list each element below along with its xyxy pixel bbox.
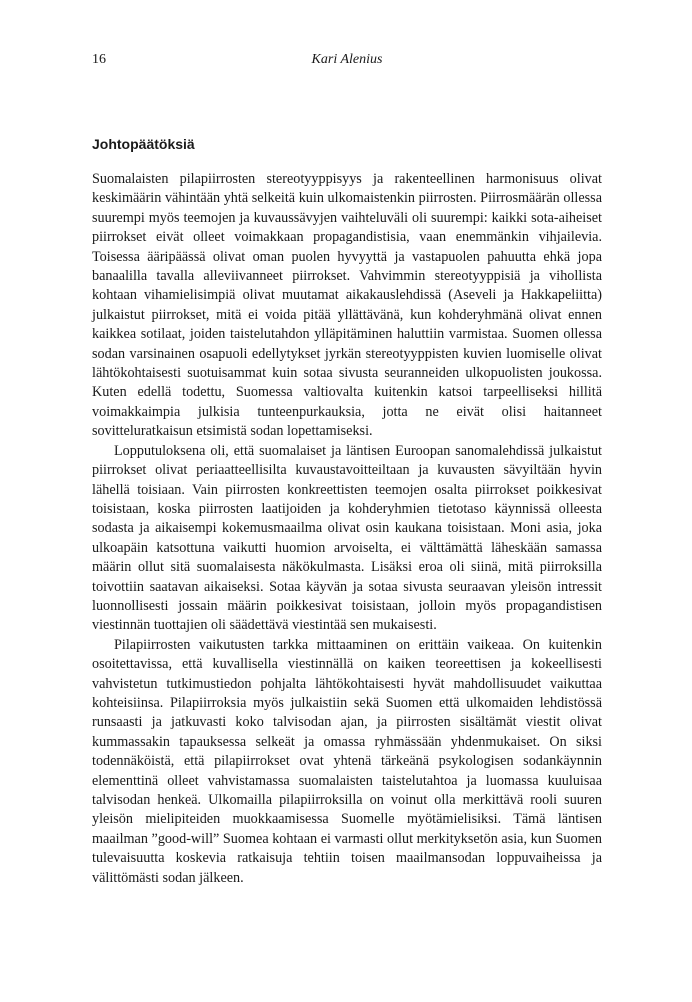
running-head-author: Kari Alenius: [311, 52, 383, 67]
page-header: [92, 52, 602, 72]
page-number: 16: [92, 52, 106, 67]
paragraph: Suomalaisten pilapiirrosten stereotyyppisyys ja rakenteellinen harmonisuus olivat keskimäärin vähintään yhtä selkeitä kuin ulkomaistenkin piirrosten. Piirrosmäärän ollessa suurempi myös teemojen ja kuvaussävyjen vaihteluväli oli suurempi: kaikki sota-aiheiset piirrokset eivät olleet voimakkaan propagandistisia, vaan enemmänkin vihjailevia. Toisessa ääripäässä olivat oman puolen hyvyyttä ja vastapuolen pahuutta ehkä jopa banaalilla tavalla alleviivanneet piirrokset. Vahvimmin stereotyyppisiä ja vihollista kohtaan vihamielisimpiä olivat muutamat aikakauslehdissä (Aseveli ja Hakkapeliitta) julkaistut piirrokset, mitä ei voida pitää yllättävänä, kun kohderyhmänä olivat ennen kaikkea sotilaat, joiden taistelutahdon ylläpitäminen haluttiin varmistaa. Suomen ollessa sodan varsinainen osapuoli edellytykset jyrkän stereotyyppisten kuvien luomiselle olivat lähtökohtaisesti suotuisammat kuin sotaa sivusta seuranneiden ulkopuolisten joukossa. Kuten edellä todettu, Suomessa valtiovalta kuitenkin katsoi tarpeelliseksi hillitä voimakkaimpia julkisia tunteenpurkauksia, jotta ne eivät olisi haitanneet sovitteluratkaisun etsimistä sodan lopettamiseksi.: [92, 171, 602, 440]
paragraph: Pilapiirrosten vaikutusten tarkka mittaaminen on erittäin vaikeaa. On kuitenkin osoitettavissa, että kuvallisella viestinnällä on kaiken teoreettisen ja kokeellisesti vahvistetun tutkimustiedon pohjalta lähtökohtaisesti hyvät mahdollisuudet vaikuttaa kohteisiinsa. Pilapiirroksia myös julkaistiin sekä Suomen että ulkomaiden lehdistössä runsaasti ja jatkuvasti koko talvisodan ajan, ja piirrosten sisältämät viestit olivat kummassakin tapauksessa selkeät ja omassa ryhmässään yhdenmukaiset. On siksi todennäköistä, että pilapiirrokset ovat yhtenä tärkeänä psykologisen sodankäynnin elementtinä olleet vahvistamassa suomalaisten taistelutahtoa ja luomassa kuuluisaa talvisodan henkeä. Ulkomailla pilapiirroksilla on voinut olla merkittävä rooli suuren yleisön mielipiteiden muokkaamisessa Suomelle myötämielisiksi. Tämä läntisen maailman ”good-will” Suomea kohtaan ei varmasti ollut merkityksetön asia, kun Suomen tulevaisuutta koskevia ratkaisuja tehtiin toisen maailmansodan loppuvaiheissa ja välittömästi sodan jälkeen.: [92, 636, 602, 886]
section-heading: Johtopäätöksiä: [92, 136, 195, 152]
paragraph: Lopputuloksena oli, että suomalaiset ja läntisen Euroopan sanomalehdissä julkaistut piirrokset olivat periaatteellisilta kuvaustavoitteiltaan ja kuvausten sävyiltään hyvin lähellä toisiaan. Vain piirrosten konkreettisten teemojen osalta piirrokset poikkesivat toisistaan, koska piirrosten laatijoiden ja kohderyhmien tietotaso käynnissä olleesta sodasta ja aikaisempi kokemusmaailma olivat osin kaukana toisistaan. Moni asia, joka ulkoapäin katsottuna vaikutti huomion arvoiselta, ei välttämättä läheskään samassa määrin ollut sitä suomalaisesta näkökulmasta. Lisäksi eroa oli siinä, mitä piirroksilla toivottiin saatavan aikaiseksi. Sotaa käyvän ja sotaa sivusta seuraavan yleisön intressit luonnollisesti jossain määrin poikkesivat toisistaan, jolloin myös propagandistisen viestinnän tuottajien oli säädettävä viestintää sen mukaisesti.: [92, 442, 602, 634]
body-text: [92, 170, 602, 888]
